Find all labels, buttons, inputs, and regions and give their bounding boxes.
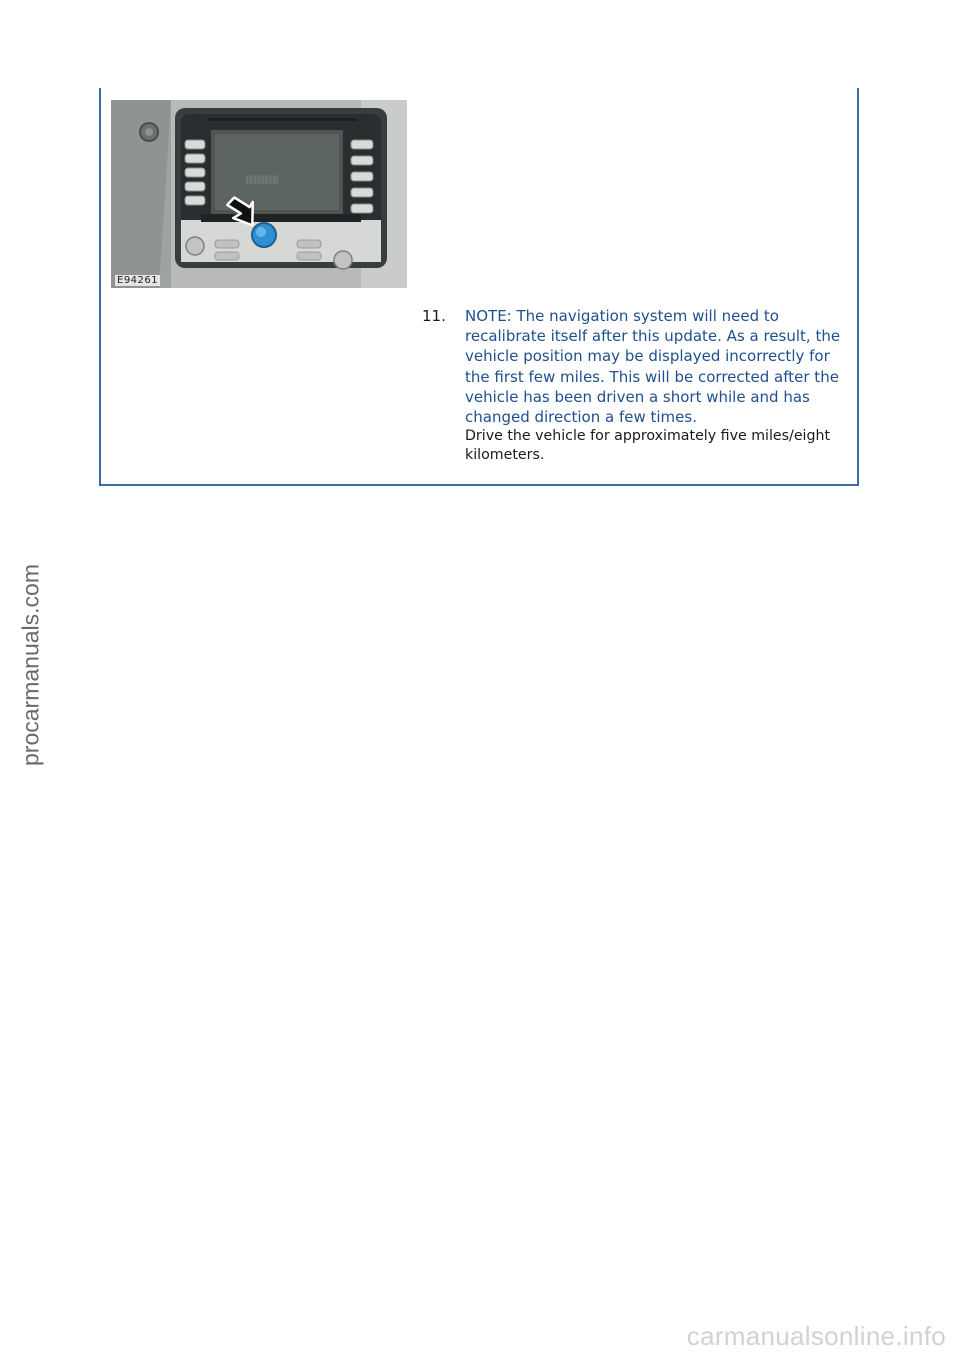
sat-nav-head-unit-photo <box>111 100 407 288</box>
procedure-box <box>99 88 859 486</box>
side-watermark-text: procarmanuals.com <box>17 564 44 766</box>
step-note: NOTE: The navigation system will need to recalibrate itself after this update. As a result, the vehicle position may be displayed incorrectly for the first few miles. This will be corrected after the vehicle has been driven a short while and has changed direction a few times. <box>465 307 841 427</box>
side-watermark <box>16 550 46 780</box>
svg-text:░░░░░░: ░░░░░░ <box>246 176 279 184</box>
figure-photo <box>111 100 407 288</box>
step-body <box>465 306 845 465</box>
step-instruction: Drive the vehicle for approximately five miles/eight kilometers. <box>465 428 831 464</box>
step-number: 11. <box>422 307 446 325</box>
figure-id-label: E94261 <box>117 275 159 286</box>
bottom-watermark: carmanualsonline.info <box>686 1321 946 1351</box>
jog-dial-icon <box>252 223 276 247</box>
